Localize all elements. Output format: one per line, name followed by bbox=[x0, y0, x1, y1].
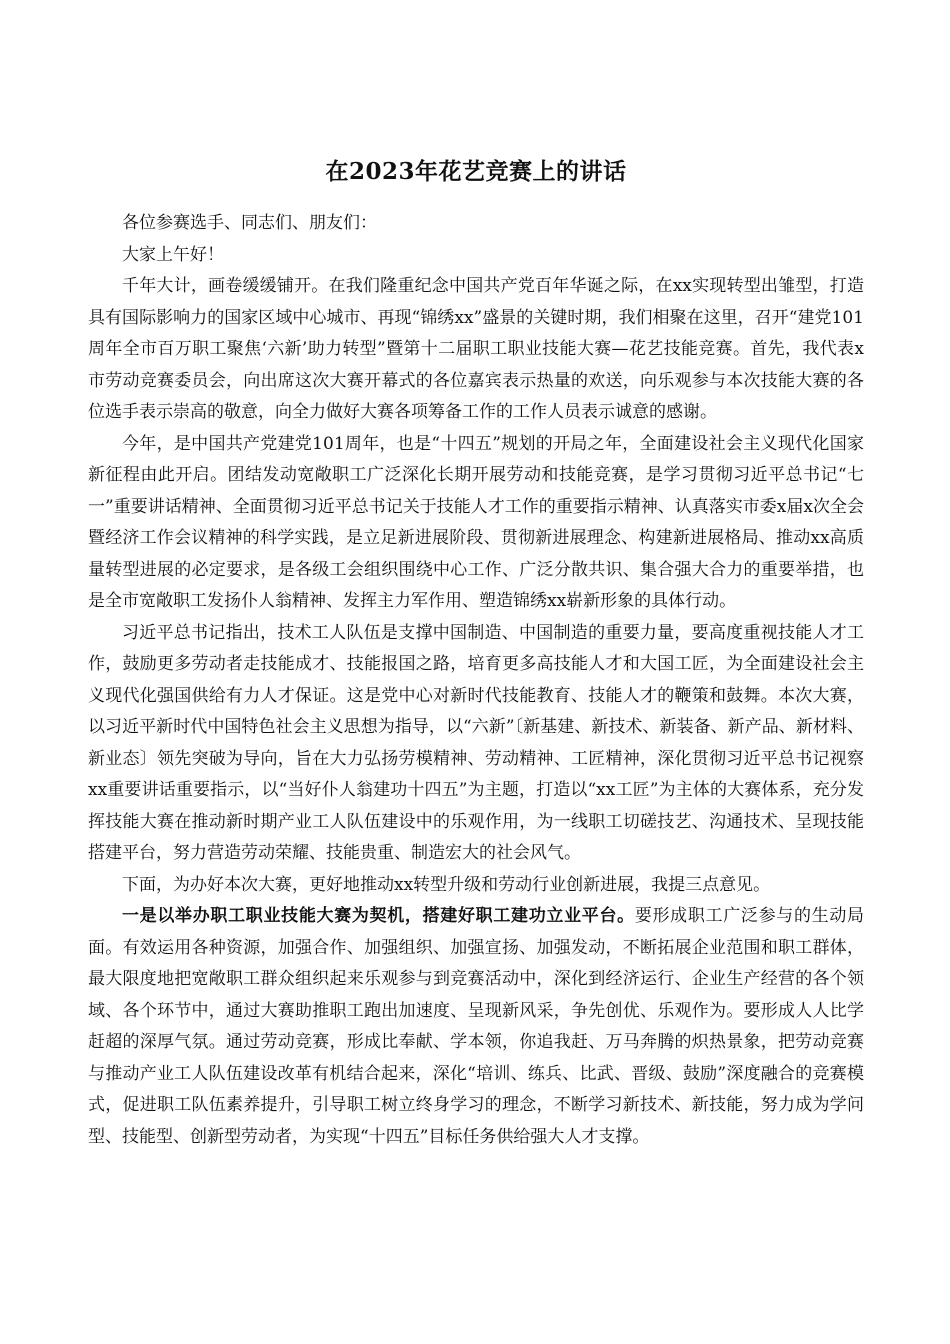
section-one bbox=[88, 901, 864, 1153]
paragraph-opening: 千年大计，画卷缓缓铺开。在我们隆重纪念中国共产党百年华诞之际，在xx实现转型出雏型，打造具有国际影响力的国家区域中心城市、再现“锦绣xx”盛景的关键时期，我们相聚在这里，召开“建党101周年全市百万职工聚焦‘六新’助力转型”暨第十二届职工职业技能大赛—花艺技能竞赛。首先，我代表x市劳动竞赛委员会，向出席这次大赛开幕式的各位嘉宾表示热量的欢送，向乐观参与本次技能大赛的各位选手表示崇高的敬意，向全力做好大赛各项筹备工作的工作人员表示诚意的感谢。 bbox=[88, 276, 864, 422]
salutation: 各位参赛选手、同志们、朋友们： bbox=[122, 213, 377, 233]
document-page bbox=[88, 150, 864, 1153]
paragraph-this-year: 今年，是中国共产党建党101周年，也是“十四五”规划的开局之年，全面建设社会主义现代化国家新征程由此开启。团结发动宽敞职工广泛深化长期开展劳动和技能竞赛，是学习贯彻习近平总书记“七一”重要讲话精神、全面贯彻习近平总书记关于技能人才工作的重要指示精神、认真落实市委x届x次全会暨经济工作会议精神的科学实践，是立足新进展阶段、贯彻新进展理念、构建新进展格局、推动xx高质量转型进展的必定要求，是各级工会组织围绕中心工作、广泛分散共识、集合强大合力的重要举措，也是全市宽敞职工发扬仆人翁精神、发挥主力军作用、塑造锦绣xx崭新形象的具体行动。 bbox=[88, 433, 864, 611]
paragraph-three-points: 下面，为办好本次大赛，更好地推动xx转型升级和劳动行业创新进展，我提三点意见。 bbox=[122, 874, 771, 895]
paragraph-instructions: 习近平总书记指出，技术工人队伍是支撑中国制造、中国制造的重要力量，要高度重视技能人才工作，鼓励更多劳动者走技能成才、技能报国之路，培育更多高技能人才和大国工匠，为全面建设社会主义现代化强国供给有力人才保证。这是党中心对新时代技能教育、技能人才的鞭策和鼓舞。本次大赛，以习近平新时代中国特色社会主义思想为指导，以“六新”〔新基建、新技术、新装备、新产品、新材料、新业态〕领先突破为导向，旨在大力弘扬劳模精神、劳动精神、工匠精神，深化贯彻习近平总书记视察xx重要讲话重要指示，以“当好仆人翁建功十四五”为主题，打造以“xx工匠”为主体的大赛体系，充分发挥技能大赛在推动新时期产业工人队伍建设中的乐观作用，为一线职工切磋技艺、沟通技术、呈现技能搭建平台，努力营造劳动荣耀、技能贵重、制造宏大的社会风气。 bbox=[88, 622, 864, 863]
document-title: 在2023年花艺竞赛上的讲话 bbox=[325, 158, 627, 185]
section-one-heading: 一是以举办职工职业技能大赛为契机，搭建好职工建功立业平台。 bbox=[122, 906, 635, 926]
section-one-body: 要形成职工广泛参与的生动局面。有效运用各种资源，加强合作、加强组织、加强宣扬、加强发动，不断拓展企业范围和职工群体，最大限度地把宽敞职工群众组织起来乐观参与到竞赛活动中，深化到经济运行、企业生产经营的各个领域、各个环节中，通过大赛助推职工跑出加速度、呈现新风采，争先创优、乐观作为。要形成人人比学赶超的深厚气氛。通过劳动竞赛，形成比奉献、学本领，你追我赶、万马奔腾的炽热景象，把劳动竞赛与推动产业工人队伍建设改革有机结合起来，深化“培训、练兵、比武、晋级、鼓励”深度融合的竞赛模式，促进职工队伍素养提升，引导职工树立终身学习的理念，不断学习新技术、新技能，努力成为学问型、技能型、创新型劳动者，为实现“十四五”目标任务供给强大人才支撑。 bbox=[88, 906, 865, 1147]
greeting: 大家上午好！ bbox=[122, 244, 224, 265]
